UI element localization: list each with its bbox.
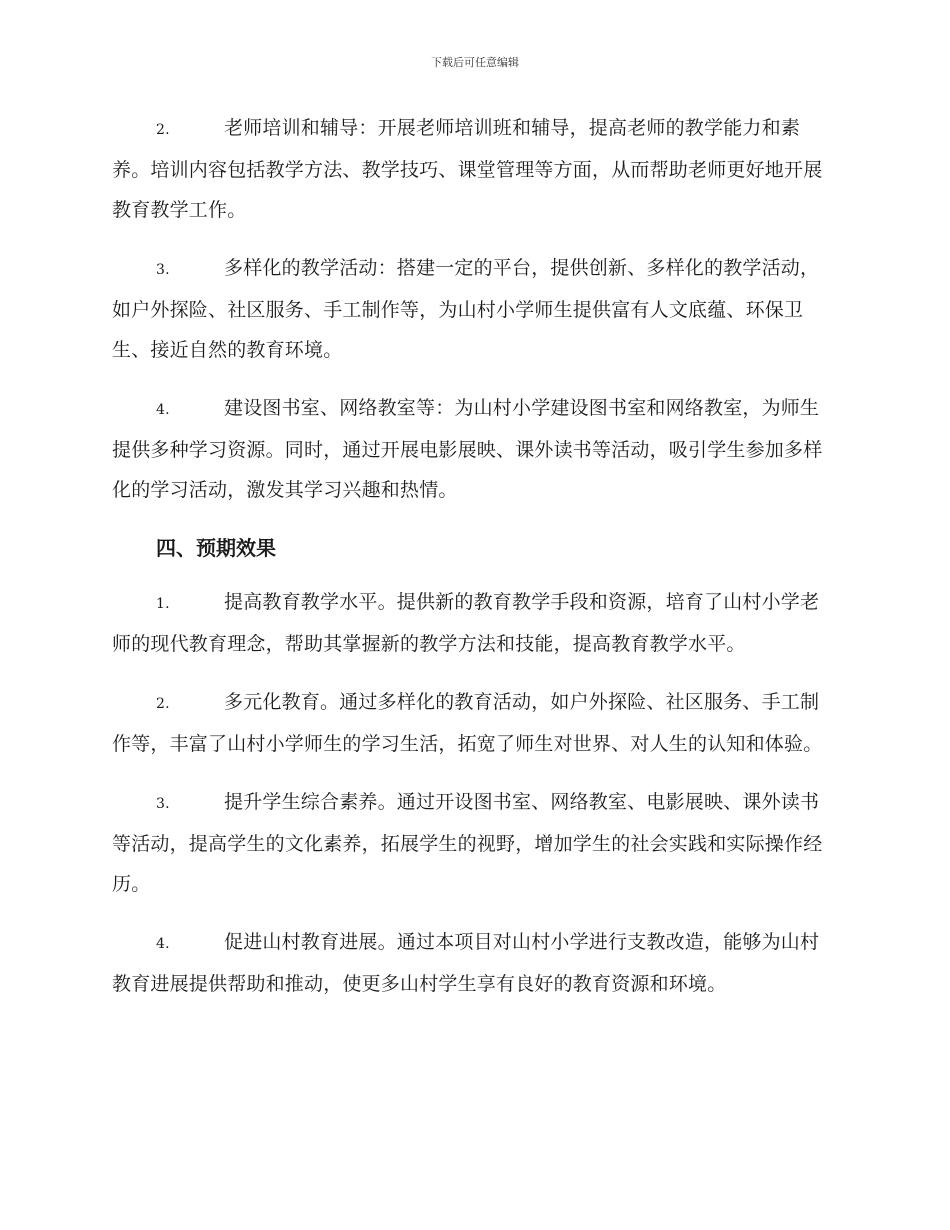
header-note: 下载后可任意编辑 bbox=[431, 56, 519, 69]
list-item bbox=[112, 248, 834, 370]
item-number: 2. bbox=[156, 696, 170, 712]
item-number: 3. bbox=[156, 262, 170, 278]
item-text: 提升学生综合素养。通过开设图书室、网络教室、电影展映、课外读书等活动，提高学生的文化素养，拓展学生的视野，增加学生的社会实践和实际操作经历。 bbox=[112, 791, 823, 895]
item-text: 多样化的教学活动：搭建一定的平台，提供创新、多样化的教学活动，如户外探险、社区服务、手工制作等，为山村小学师生提供富有人文底蕴、环保卫生、接近自然的教育环境。 bbox=[112, 257, 820, 361]
list-item bbox=[112, 682, 834, 764]
item-number: 4. bbox=[156, 402, 170, 418]
item-text: 多元化教育。通过多样化的教育活动，如户外探险、社区服务、手工制作等，丰富了山村小学师生的学习生活，拓宽了师生对世界、对人生的认知和体验。 bbox=[112, 691, 823, 755]
item-text: 建设图书室、网络教室等：为山村小学建设图书室和网络教室，为师生提供多种学习资源。同时，通过开展电影展映、课外读书等活动，吸引学生参加多样化的学习活动，激发其学习兴趣和热情。 bbox=[112, 397, 823, 501]
section-title: 四、预期效果 bbox=[156, 536, 276, 560]
item-text: 提高教育教学水平。提供新的教育教学手段和资源，培育了山村小学老师的现代教育理念，帮助其掌握新的教学方法和技能，提高教育教学水平。 bbox=[112, 591, 820, 655]
list-item bbox=[112, 582, 834, 664]
item-number: 2. bbox=[156, 122, 170, 138]
item-number: 4. bbox=[156, 936, 170, 952]
item-text: 促进山村教育进展。通过本项目对山村小学进行支教改造，能够为山村教育进展提供帮助和推动，使更多山村学生享有良好的教育资源和环境。 bbox=[112, 931, 820, 995]
item-text: 老师培训和辅导：开展老师培训班和辅导，提高老师的教学能力和素养。培训内容包括教学方法、教学技巧、课堂管理等方面，从而帮助老师更好地开展教育教学工作。 bbox=[112, 117, 823, 221]
list-item bbox=[112, 922, 834, 1004]
document-body bbox=[112, 108, 834, 1022]
list-item bbox=[112, 782, 834, 904]
list-item bbox=[112, 108, 834, 230]
list-item bbox=[112, 388, 834, 510]
item-number: 1. bbox=[156, 596, 170, 612]
item-number: 3. bbox=[156, 796, 170, 812]
